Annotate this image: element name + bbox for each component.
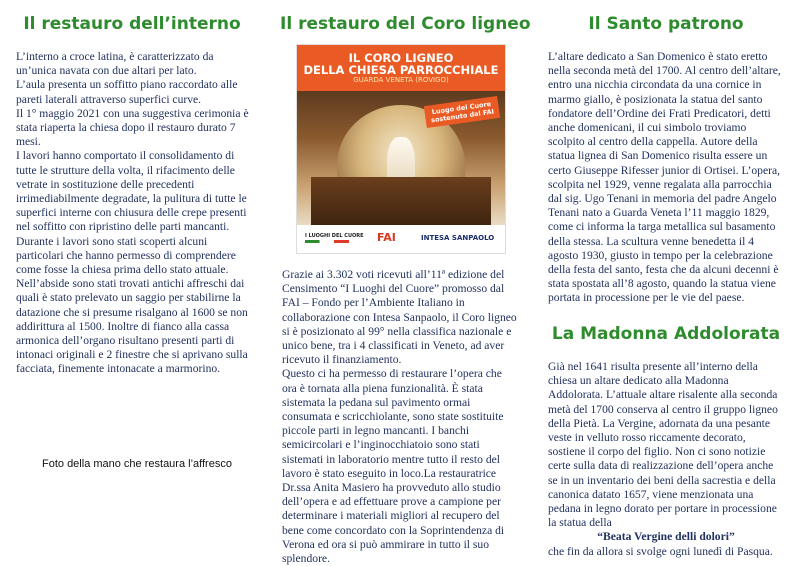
poster-header — [297, 45, 505, 91]
poster-logos — [297, 225, 505, 253]
photo-caption: Foto della mano che restaura l’affresco — [42, 458, 232, 470]
interior-paragraph: I lavori hanno comportato il consolidamento di tutte le strutture della volta, il rifacimento delle vetrate in sostituzione delle precedenti irrimediabilmente degradate, la pulitura di tutte le superfici interne con chiusura delle crepe presenti nel soffitto con ripristino delle parti mancanti. — [16, 149, 247, 234]
interior-text — [16, 50, 252, 377]
interior-paragraph: L’aula presenta un soffitto piano raccordato alle pareti laterali attraverso superfici curve. — [16, 78, 238, 106]
fai-badge: Luogo del Cuore sostenuto dal FAI — [424, 96, 500, 128]
choir-poster — [296, 44, 506, 254]
choir-paragraph: Grazie ai 3.302 voti ricevuti all’11ª edizione del Censimento “I Luoghi del Cuore” promosso dal FAI – Fondo per l’Ambiente Italiano in collaborazione con Intesa Sanpaolo, il Coro ligneo si è posizionato al 99° nella classifica nazionale e unico bene, tra i 4 classificati in Veneto, ad aver ricevuto il finanziamento. — [282, 268, 517, 367]
interior-paragraph: Il 1° maggio 2021 con una suggestiva cerimonia è stata riaperta la chiesa dopo il restauro durato 7 mesi. — [16, 106, 249, 149]
madonna-paragraph: Già nel 1641 risulta presente all’interno della chiesa un altare dedicato alla Madonna Addolorata. L’attuale altare risalente alla seconda metà del 1700 conserva al centro il gruppo ligneo della Pietà. La Vergine, adornata da una pesante veste in velluto rosso riccamente decorato, sostiene il corpo del figlio. Non ci sono notizie certe sulla data di realizzazione dell’opera anche se in un inventario dei beni della sacrestia e della canonica datato 1657, viene menzionata una pedana in legno dorato per portare in processione la statua della — [548, 360, 778, 530]
section-title-interior: Il restauro dell’interno — [23, 14, 241, 34]
madonna-text — [548, 360, 784, 559]
patron-text — [548, 50, 784, 306]
madonna-closing: che fin da allora si svolge ogni lunedì di Pasqua. — [548, 544, 773, 558]
fai-logo: FAI — [377, 231, 396, 244]
luoghi-logo: I LUOGHI DEL CUORE — [305, 233, 364, 239]
section-title-patron: Il Santo patrono — [588, 14, 744, 34]
tricolor-bar — [305, 240, 349, 243]
section-title-choir: Il restauro del Coro ligneo — [280, 14, 531, 34]
poster-subtitle: GUARDA VENETA (ROVIGO) — [353, 76, 449, 84]
patron-paragraph: L’altare dedicato a San Domenico è stato eretto nella seconda metà del 1700. Al centro dell’altare, entro una nicchia circondata da una cornice in marmo giallo, è posizionata la statua del santo fondatore dell’Ordine dei Frati Predicatori, detti anche domenicani, il cui simbolo troviamo scolpito al centro della cappella. Autore della statua lignea di San Domenico risulta essere un certo Giuseppe Rifesser junior di Ortisei. L’opera, scolpita nel 1929, venne regalata alla parrocchia dal sig. Ugo Tenani in memoria del padre Angelo Tenani nato a Guarda Veneta l’11 maggio 1829, come ci informa la targa metallica sul basamento della stessa. La scultura venne benedetta il 4 agosto 1930, giusto in tempo per la celebrazione della festa del santo, festa che da alcuni decenni è stata spostata all’8 agosto, quando la statua viene portata in processione per le vie del paese. — [548, 50, 781, 305]
choir-text — [282, 268, 518, 566]
interior-paragraph: L’interno a croce latina, è caratterizzato da un’unica navata con due altari per lato. — [16, 50, 214, 78]
section-title-madonna: La Madonna Addolorata — [551, 324, 781, 344]
interior-paragraph: Durante i lavori sono stati scoperti alcuni particolari che hanno permesso di comprendere come fosse la chiesa prima dello stato attuale. Nell’abside sono stati trovati antichi affreschi dai quali è stato prelevato un saggio per stabilirne la datazione che si presume risalgano al 1600 se non addirittura al 1500. Inoltre di fianco alla cassa armonica dell’organo risultano presenti parti di intonaci originali e 2 finestre che si aprivano sulla facciata, finemente intonacate a marmorino. — [16, 234, 248, 376]
choir-stalls — [311, 177, 491, 225]
madonna-quote: “Beata Vergine delli dolori” — [597, 530, 735, 544]
intesa-logo: INTESA SANPAOLO — [421, 234, 495, 242]
choir-paragraph: Questo ci ha permesso di restaurare l’opera che ora è tornata alla piena funzionalità. È stata sistemata la pedana sul pavimento ormai consumata e scricchiolante, sono state sostituite piccole parti in legno mancanti. I banchi semicircolari e l’inginocchiatoio sono stati sistemati in laboratorio mentre tutto il resto del lavoro è stato eseguito in loco.La restauratrice Dr.ssa Anita Masiero ha provveduto allo studio dell’opera e ad effettuare prove a campione per determinare i materiali migliori al recupero del bene come concordato con la Soprintendenza di Verona ed ora si può ammirare in tutto il suo splendore. — [282, 367, 505, 566]
poster-title-line1: IL CORO LIGNEO — [348, 51, 454, 65]
poster-title-line2: DELLA CHIESA PARROCCHIALE — [303, 63, 499, 77]
